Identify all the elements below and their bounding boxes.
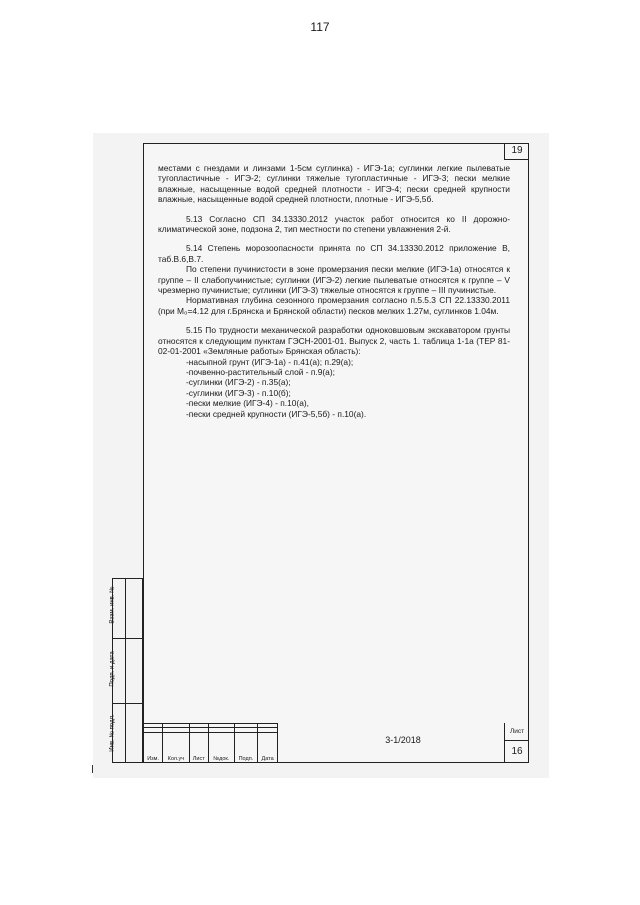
list-item: -суглинки (ИГЭ-3) - п.10(б); — [186, 387, 291, 398]
scan-mark — [92, 765, 93, 773]
document-code: 3-1/2018 — [385, 735, 421, 745]
header-podp: Подп. — [234, 732, 257, 762]
sheet-number-top: 19 — [504, 143, 529, 160]
header-data: Дата — [258, 732, 278, 762]
sheet-box — [504, 723, 529, 763]
header-izm: Изм. — [144, 732, 163, 762]
paragraph-5-15: 5.15 По трудности механической разработки одноковшовым экскаватором грунты относятся к следующим пунктам ГЭСН-2001-01. Выпуск 2, часть 1. таблица 1-1а (ТЕР 81-02-01-2001 «Земляные работы» Брянская область): — [158, 325, 510, 357]
sheet-label: Лист — [505, 723, 529, 741]
page-number: 117 — [310, 20, 330, 34]
list-item: -насыпной грунт (ИГЭ-1а) - п.41(а); п.29(а); — [186, 356, 354, 367]
header-list: Лист — [189, 732, 208, 762]
revision-table — [143, 723, 278, 763]
side-label-inv-podl: Инв. № подл. — [109, 714, 116, 752]
header-ndok: №док. — [208, 732, 234, 762]
title-block — [143, 723, 529, 763]
paragraph-frost-depth: Нормативная глубина сезонного промерзания согласно п.5.5.3 СП 22.13330.2011 (при M₀=4.12 для г.Брянска и Брянской области) песков мелких 1.27м, суглинков 1.04м. — [158, 295, 510, 316]
side-stamp — [109, 578, 143, 763]
list-item: -пески средней крупности (ИГЭ-5,5б) - п.10(а). — [186, 408, 367, 419]
side-label-podp-data: Подп. и дата — [109, 651, 116, 687]
paragraph-heaving: По степени пучинистости в зоне промерзания пески мелкие (ИГЭ-1а) относятся к группе – II слабопучинистые; суглинки (ИГЭ-2) легкие пылеватые относятся к группе – V чрезмерно пучинистые; суглинки (ИГЭ-3) тяжелые относятся к группе – III пучинистые. — [158, 264, 510, 296]
header-kol-uch: Кол.уч — [163, 732, 189, 762]
side-stamp-value-column — [125, 578, 143, 763]
document-body — [158, 163, 510, 419]
side-label-vzam-inv: Взам. инв. № — [109, 586, 116, 624]
side-divider — [112, 638, 143, 639]
list-item: -пески мелкие (ИГЭ-4) - п.10(а), — [186, 398, 309, 409]
paragraph-ige-list: местами с гнездами и линзами 1-5см суглинка) - ИГЭ-1а; суглинки легкие пылеватые тугопластичные - ИГЭ-2; суглинки тяжелые тугопластичные - ИГЭ-3; пески мелкие влажные, насыщенные водой средней плотности - ИГЭ-4; пески средней крупности влажные, насыщенные водой средней плотности, плотные - ИГЭ-5,5б. — [158, 163, 510, 205]
side-divider — [112, 703, 143, 704]
list-item: -суглинки (ИГЭ-2) - п.35(а); — [186, 377, 291, 388]
paragraph-5-13: 5.13 Согласно СП 34.13330.2012 участок работ относится ко II дорожно-климатической зоне, подзона 2, тип местности по степени увлажнения 2-й. — [158, 213, 510, 235]
sheet-number: 16 — [511, 746, 523, 757]
list-item: -почвенно-растительный слой - п.9(а); — [186, 366, 335, 377]
paragraph-5-14: 5.14 Степень морозоопасности принята по СП 34.13330.2012 приложение В, таб.В.6,В.7. — [158, 243, 510, 264]
